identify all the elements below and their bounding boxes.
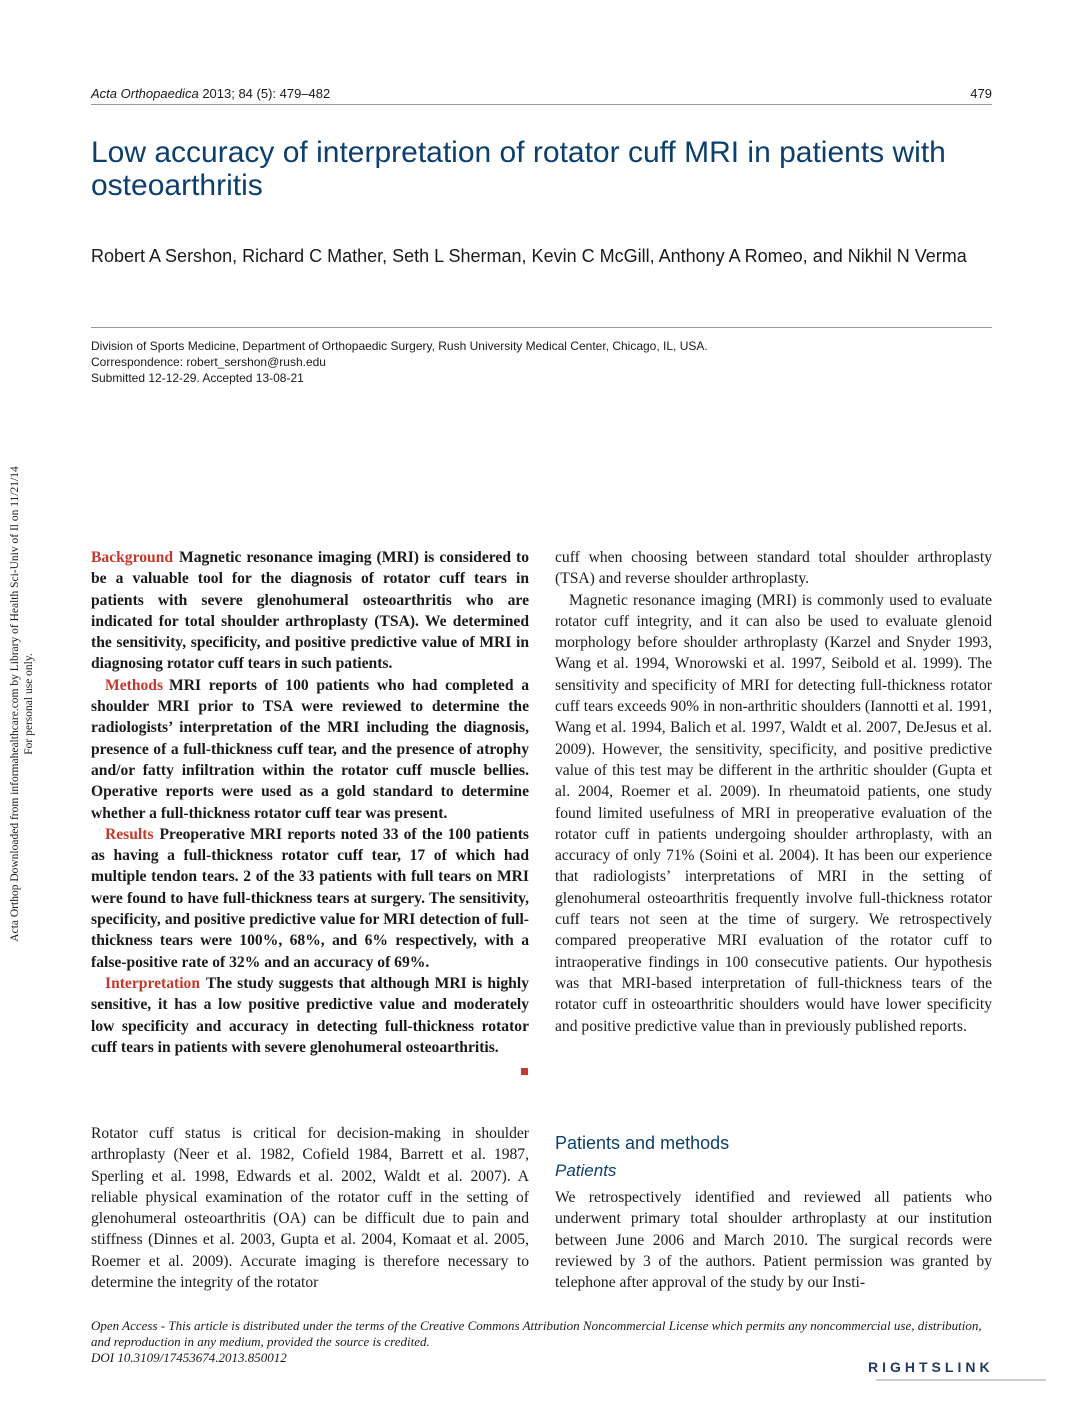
journal-name: Acta Orthopaedica bbox=[91, 86, 199, 101]
header-divider bbox=[91, 104, 992, 105]
personal-use-note: For personal use only. bbox=[23, 653, 35, 755]
intro-right-column bbox=[555, 547, 992, 1037]
abstract-end-marker bbox=[521, 1068, 528, 1075]
abstract-interpretation bbox=[91, 973, 529, 1058]
citation-details: 2013; 84 (5): 479–482 bbox=[202, 86, 331, 101]
abstract-interpretation-text: The study suggests that although MRI is highly sensitive, it has a low positive predictive value and moderately low specificity and accuracy in detecting full-thickness rotator cuff tears in patients with severe glenohumeral osteoarthritis. bbox=[91, 974, 529, 1056]
intro-mri-paragraph: Magnetic resonance imaging (MRI) is commonly used to evaluate rotator cuff integrity, and it can also be used to evaluate glenoid morphology before shoulder arthroplasty (Karzel and Snyder 1993, Wang et al. 1994, Wnorowski et al. 1997, Seibold et al. 1999). The sensitivity and specificity of MRI for detecting full-thickness rotator cuff tears exceeds 90% in non-arthritic shoulders (Iannotti et al. 1991, Wang et al. 1994, Balich et al. 1997, Waldt et al. 2007, DeJesus et al. 2009). However, the sensitivity, specificity, and positive predictive value of this test may be different in the arthritic shoulder (Gupta et al. 2004, Roemer et al. 2009). In rheumatoid patients, one study found limited usefulness of MRI in preoperative evaluation of the rotator cuff in patients undergoing shoulder arthroplasty, with an accuracy of only 71% (Soini et al. 2004). It has been our experience that radiologists’ interpretations of MRI in the setting of glenohumeral osteoarthritis frequently involve full-thickness rotator cuff tears not seen at the time of surgery. We retrospectively compared preoperative MRI evaluation of the rotator cuff to intraoperative findings in 100 consecutive patients. Our hypothesis was that MRI-based interpretation of full-thickness tears of the rotator cuff in osteoarthritic shoulders would have lower specificity and positive predictive value than in previously published reports. bbox=[555, 591, 992, 1035]
article-title: Low accuracy of interpretation of rotator cuff MRI in patients with osteoarthritis bbox=[91, 136, 946, 202]
abstract-interpretation-label: Interpretation bbox=[105, 974, 200, 992]
affiliation-block bbox=[91, 338, 991, 386]
download-note: Acta Orthop Downloaded from informahealthcare.com by Library of Health Sci-Univ of Il on 11/21/14 bbox=[9, 466, 21, 942]
intro-left-column bbox=[91, 1123, 529, 1293]
intro-paragraph: Rotator cuff status is critical for decision-making in shoulder arthroplasty (Neer et al. 1982, Cofield 1984, Barrett et al. 1987, Sperling et al. 1998, Edwards et al. 2002, Waldt et al. 2007). A reliable physical examination of the rotator cuff in the setting of glenohumeral osteoarthritis (OA) can be difficult due to pain and stiffness (Dinnes et al. 2003, Gupta et al. 2004, Komaat et al. 2005, Roemer et al. 2009). Accurate imaging is therefore necessary to determine the integrity of the rotator bbox=[91, 1125, 529, 1292]
correspondence: Correspondence: robert_sershon@rush.edu bbox=[91, 355, 326, 369]
submission-dates: Submitted 12-12-29. Accepted 13-08-21 bbox=[91, 371, 304, 385]
abstract-results-label: Results bbox=[105, 825, 154, 843]
abstract-background-label: Background bbox=[91, 549, 174, 566]
abstract-results bbox=[91, 824, 529, 973]
doi: DOI 10.3109/17453674.2013.850012 bbox=[91, 1350, 287, 1365]
download-watermark bbox=[0, 406, 44, 1002]
rightslink-logo[interactable] bbox=[868, 1359, 1048, 1389]
intro-continuation: cuff when choosing between standard total shoulder arthroplasty (TSA) and reverse shoulder arthroplasty. bbox=[555, 549, 992, 588]
rightslink-underline bbox=[876, 1379, 1046, 1381]
rightslink-text: RIGHTSLINK bbox=[868, 1359, 994, 1375]
subsection-heading: Patients bbox=[555, 1161, 617, 1180]
section-heading: Patients and methods bbox=[555, 1133, 730, 1153]
patients-paragraph: We retrospectively identified and reviewed all patients who underwent primary total shoulder arthroplasty at our institution between June 2006 and March 2010. The surgical records were reviewed by 3 of the authors. Patient permission was granted by telephone after approval of the study by our Insti- bbox=[555, 1189, 992, 1292]
abstract bbox=[91, 547, 529, 1058]
abstract-methods bbox=[91, 675, 529, 824]
abstract-results-text: Preoperative MRI reports noted 33 of the 100 patients as having a full-thickness rotator cuff tear, 17 of which had multiple tendon tears. 2 of the 33 patients with full tears on MRI were found to have full-thickness tears at surgery. The sensitivity, specificity, and positive predictive value for MRI detection of full-thickness tears were 100%, 68%, and 6% respectively, with a false-positive rate of 32% and an accuracy of 69%. bbox=[91, 825, 529, 971]
patients-section bbox=[555, 1187, 992, 1293]
license-text: Open Access - This article is distributed under the terms of the Creative Commons Attribution Noncommercial License which permits any noncommercial use, distribution, and reproduction in any medium, provided the source is credited. bbox=[91, 1318, 982, 1349]
page-number: 479 bbox=[970, 86, 992, 101]
license-footer bbox=[91, 1318, 996, 1366]
author-list: Robert A Sershon, Richard C Mather, Seth L Sherman, Kevin C McGill, Anthony A Romeo, and Nikhil N Verma bbox=[91, 246, 967, 266]
running-header bbox=[91, 86, 992, 106]
journal-citation bbox=[91, 86, 330, 101]
affiliation-divider bbox=[91, 327, 992, 328]
abstract-background bbox=[91, 547, 529, 675]
abstract-methods-label: Methods bbox=[105, 676, 164, 694]
abstract-background-text: Magnetic resonance imaging (MRI) is considered to be a valuable tool for the diagnosis of rotator cuff tears in patients with severe glenohumeral osteoarthritis who are indicated for total shoulder arthroplasty (TSA). We determined the sensitivity, specificity, and positive predictive value of MRI in diagnosing rotator cuff tears in such patients. bbox=[91, 549, 529, 673]
affiliation-division: Division of Sports Medicine, Department of Orthopaedic Surgery, Rush University Medical Center, Chicago, IL, USA. bbox=[91, 339, 708, 353]
abstract-methods-text: MRI reports of 100 patients who had completed a shoulder MRI prior to TSA were reviewed to determine the radiologists’ interpretation of the MRI including the diagnosis, presence of a full-thickness cuff tear, and the presence of atrophy and/or fatty infiltration within the rotator cuff muscle bellies. Operative reports were used as a gold standard to determine whether a full-thickness rotator cuff tear was present. bbox=[91, 676, 529, 822]
